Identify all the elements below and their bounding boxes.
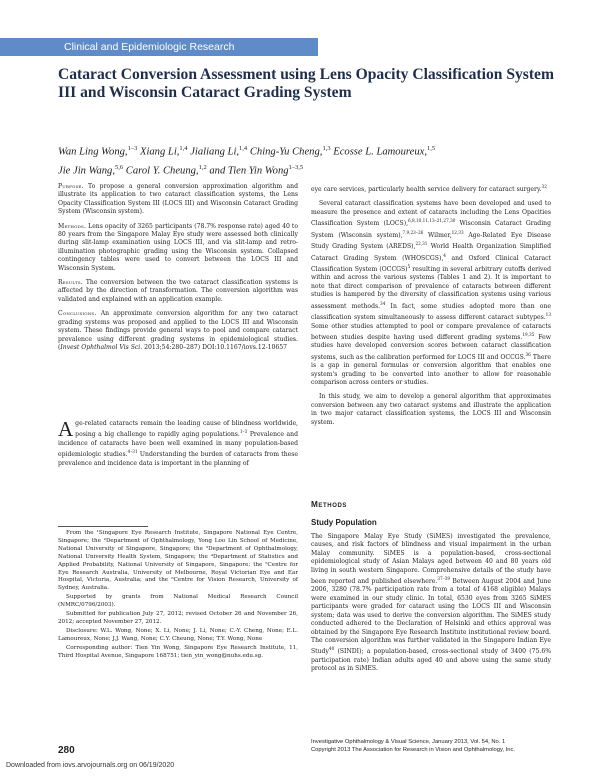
author-affiliation: 1,3 xyxy=(322,145,331,152)
copyright: Copyright 2013 The Association for Research in Vision and Ophthalmology, Inc. xyxy=(311,747,515,753)
reference[interactable]: 36 xyxy=(525,351,531,357)
introduction xyxy=(58,417,299,468)
footnotes xyxy=(58,530,298,662)
author-affiliation: 1–3,5 xyxy=(288,163,304,171)
reference[interactable]: 22,31 xyxy=(415,241,428,247)
author-name[interactable]: Ching-Yu Cheng, xyxy=(249,146,323,158)
page-number: 280 xyxy=(58,745,75,756)
subheading-study-population: Study Population xyxy=(311,518,377,527)
intro-continued xyxy=(311,183,551,433)
abstract xyxy=(58,183,298,358)
abstract-label: Methods. xyxy=(58,222,87,230)
paragraph xyxy=(311,200,551,387)
reference[interactable]: 40 xyxy=(328,646,335,652)
author-affiliation: 1,4 xyxy=(239,145,248,152)
reference[interactable]: 5 xyxy=(407,264,411,269)
abstract-purpose xyxy=(58,183,298,217)
reference[interactable]: 12,33 xyxy=(451,229,464,235)
paragraph-text: Wilmer, xyxy=(423,231,452,239)
paragraph-text: There is a gap in general formulas or conversion algorithm that enables one system's grading to be converted into another to allow for reasonable comparison across centers or studies. xyxy=(311,353,551,387)
footnote-divider xyxy=(58,526,148,527)
intro-text: ge-related cataracts remain the leading cause of blindness worldwide, posing a big challenge to rapidly aging populations. xyxy=(75,420,298,439)
reference[interactable]: 6,8,10,11,13–21,27,30 xyxy=(408,218,456,224)
abstract-conclusions xyxy=(58,310,298,352)
author-name[interactable]: Wan Ling Wong, xyxy=(58,146,128,158)
paragraph-text: World Health Organization Simplified Cataract Grading System (WHOSCGS), xyxy=(311,243,552,262)
section-band xyxy=(0,38,318,56)
paragraph-text: Between August 2004 and June 2006, 3280 (78.7% participation rate from a total of 4168 eligible) Malays were examined in our study clinic. In total, 6530 eyes from 3265 SiMES participants were graded for cataract using the LOCS III and Wisconsin system; data was used to derive the conversion algorithm. The SiMES study conducted adhered to the Declaration of Helsinki and ethics approval was obtained by the Singapore Eye Research Institute institutional review board. The conversion algorithm was further validated in the Singapore Indian Eye Study xyxy=(311,578,551,656)
paragraph-text: Age-Related Eye Disease Study Grading System (AREDS), xyxy=(311,231,551,251)
abstract-label: Conclusions. xyxy=(58,310,97,318)
disclosure xyxy=(58,628,298,644)
abstract-methods xyxy=(58,223,298,273)
author-name[interactable]: Xiang Li, xyxy=(139,146,180,158)
author-affiliation: 1,2 xyxy=(198,163,207,171)
citation-journal: Invest Ophthalmol Vis Sci. xyxy=(60,343,143,351)
reference[interactable]: 4 xyxy=(443,252,446,258)
journal-issue: Investigative Ophthalmology & Visual Science, January 2013, Vol. 54, No. 1 xyxy=(311,739,506,745)
reference[interactable]: 37–39 xyxy=(437,576,451,582)
drop-cap: A xyxy=(58,417,74,441)
abstract-label: Purpose. xyxy=(58,183,84,190)
article-title: Cataract Conversion Assessment using Lens Opacity Classification System III and Wisconsin Cataract Grading System xyxy=(58,66,554,101)
reference[interactable]: 19,35 xyxy=(522,331,535,337)
author-list xyxy=(58,141,558,178)
paragraph-text: Several cataract classification systems have been developed and used to measure the presence and extent of cataracts including the Lens Opacities Classification System (LOCS), xyxy=(311,200,551,228)
paragraph: In this study, we aim to develop a general algorithm that approximates conversion between any two cataract systems and illustrate the application in two major cataract classification systems, the LOCS III and Wisconsin system. xyxy=(311,393,551,426)
corresponding-author: Corresponding author: Tien Yin Wong, Singapore Eye Research Institute, 11, Third Hospital Avenue, Singapore 168751; tien_yin_wong@nuhs.edu.sg. xyxy=(58,644,298,659)
methods-text xyxy=(311,533,551,674)
author-name[interactable]: and Tien Yin Wong xyxy=(209,165,289,177)
intro-text: Understanding the burden of cataracts from these prevalence and incidence data is important in the planning of xyxy=(58,451,298,467)
disclosure-text: W.L. Wong, None; X. Li, None; J. Li, None; C.-Y. Cheng, None; E.L. Lamoureux, None; J.J. Wang, None; C.Y. Cheung, None; T.Y. Wong, None xyxy=(58,627,298,642)
section-heading-methods: Methods xyxy=(311,500,348,509)
abstract-text: An approximate conversion algorithm for any two cataract grading systems was proposed and applied to the LOCS III and Wisconsin system. These findings provide general ways to pool and compare cataract prevalence using different grading systems in epidemiological studies. ( xyxy=(58,310,298,351)
paragraph-text: The Singapore Malay Eye Study (SiMES) investigated the prevalence, causes, and risk factors of blindness and visual impairment in the urban Malay community. SiMES is a population-based, cross-sectional epidemiological study of Asian Malays aged between 40 and 80 years old living in south western Singapore. Comprehensive details of the study have been reported and published elsewhere. xyxy=(311,533,551,586)
paragraph-text: (SINDI); a population-based, cross-sectional study of 3400 (75.6% participation rate) Indian adults aged 40 and above using the same study protocol as in SiMES. xyxy=(311,648,551,673)
author-affiliation: 1,4 xyxy=(179,145,188,152)
section-label: Clinical and Epidemiologic Research xyxy=(64,41,235,53)
paragraph-text: Few studies have developed conversion scores between cataract classification systems, such as the calibration performed for LOCS III and OCCGS. xyxy=(311,333,551,361)
funding: Supported by grants from National Medical Research Council (NMRC/0796/2003). xyxy=(58,594,298,609)
author-affiliation: 1,5 xyxy=(427,145,436,152)
author-name[interactable]: Ecosse L. Lamoureux, xyxy=(333,146,427,158)
submission-dates: Submitted for publication July 27, 2012; revised October 26 and November 26, 2012; accepted November 27, 2012. xyxy=(58,611,298,625)
reference[interactable]: 13 xyxy=(545,312,551,318)
journal-info xyxy=(311,738,561,754)
reference[interactable]: 32 xyxy=(541,184,547,189)
author-name[interactable]: Jialiang Li, xyxy=(190,146,240,158)
abstract-text: The conversion between the two cataract classification systems is affected by the direction of transformation. The conversion algorithm was validated and explained with an application example. xyxy=(58,279,298,303)
paragraph-text: and Oxford Clinical Cataract Classification System (OCCGS) xyxy=(311,254,551,274)
reference[interactable]: 4–31 xyxy=(127,449,138,455)
author-name[interactable]: Carol Y. Cheung, xyxy=(125,165,199,177)
download-notice: Downloaded from iovs.arvojournals.org on 06/19/2020 xyxy=(6,762,175,769)
citation-doi[interactable]: 2013;54:280–287) DOI:10.1167/iovs.12-10657 xyxy=(142,343,288,351)
abstract-text: To propose a general conversion approximation algorithm and illustrate its application to two cataract classification systems, the Lens Opacity Classification System III (LOCS III) and Wisconsin Cataract Grading System (Wisconsin system). xyxy=(58,183,298,216)
disclosure-label: Disclosure: xyxy=(66,627,98,634)
paragraph-text: resulting in several arbitrary cutoffs derived within and across the various systems (Tables 1 and 2). It is important to note that direct comparison of prevalence of cataracts between different studies is hampered by the diversity of classification systems using various assessment methods. xyxy=(311,266,551,310)
reference[interactable]: 1–3 xyxy=(239,429,248,435)
abstract-results xyxy=(58,279,298,304)
paragraph-text: In fact, some studies adopted more than one classification system simultaneously to assess different cataract subtypes. xyxy=(311,302,551,322)
paragraph-text: Some other studies attempted to pool or compare prevalence of cataracts between studies despite having used different grading systems. xyxy=(311,322,551,341)
abstract-text: Lens opacity of 3265 participants (78.7% response rate) aged 40 to 80 years from the Singapore Malay Eye study were assessed both clinically during slit-lamp examination using LOCS III, and via slit-lamp and retro-illumination photographic grading using the Wisconsin system. Collapsed contingency tables were used to convert between the LOCS III and Wisconsin System. xyxy=(58,222,298,272)
paragraph-text: Wisconsin Cataract Grading System (Wisconsin system), xyxy=(311,220,551,239)
author-affiliation: 5,6 xyxy=(114,163,124,171)
paragraph-text: eye care services, particularly health service delivery for cataract surgery. xyxy=(311,186,542,194)
paragraph xyxy=(311,183,551,194)
intro-text: Prevalence and incidence of cataracts have been well examined in many population-based epidemiologic studies. xyxy=(58,431,299,459)
reference[interactable]: 34 xyxy=(380,300,386,306)
author-name[interactable]: Jie Jin Wang, xyxy=(58,165,115,177)
affiliations: From the ¹Singapore Eye Research Institute, Singapore National Eye Centre, Singapore; the ²Department of Ophthalmology, Yong Loo Lin School of Medicine, National University of Singapore, Singapore; the ³Department of Ophthalmology, National University Health System, Singapore; the ⁴Department of Statistics and Applied Probability, National University of Singapore, Singapore; the ⁵Centre for Eye Research Australia, University of Melbourne, Royal Victorian Eye and Ear Hospital, Victoria, Australia; and the ⁶Centre for Vision Research, University of Sydney, Australia. xyxy=(58,530,298,592)
abstract-label: Results. xyxy=(58,279,83,287)
author-affiliation: 1–3 xyxy=(127,145,138,152)
reference[interactable]: 7,9,23–26 xyxy=(402,229,424,235)
